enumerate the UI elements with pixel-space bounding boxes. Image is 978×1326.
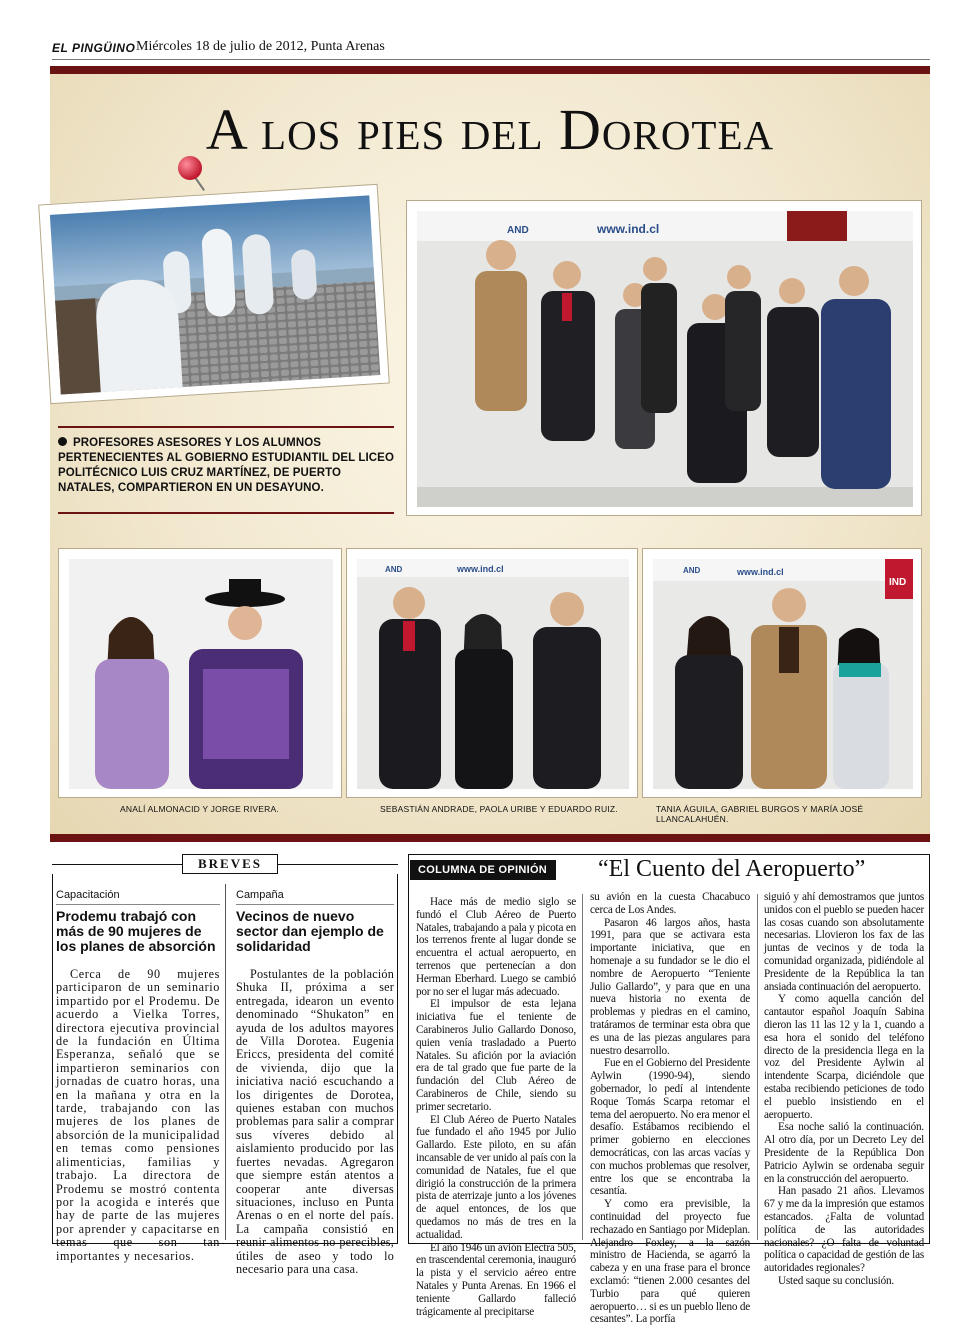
group-photo-image (417, 211, 913, 507)
opinion-paragraph: El impulsor de esta lejana iniciativa fue el teniente de Carabineros Julio Gallardo Donoso, quien venía trasladado a Puerto Natales. Su afición por la aviación era de tal grado que fue parte de la fundación del Club Aéreo de Carabineros de Chile, siendo su primer secretario. (416, 998, 576, 1113)
monument-hands-image (50, 195, 380, 394)
brief-title-vecinos: Vecinos de nuevo sector dan ejemplo de solidaridad (236, 908, 384, 954)
photo-url-text: www.ind.cl (457, 564, 504, 574)
opinion-column-3 (764, 891, 924, 1288)
opinion-paragraph: siguió y ahí demostramos que juntos unidos con el pueblo se pueden hacer las cosas cuando son absolutamente necesarias. Llovieron los fax de las juntas de vecinos y de toda la comunidad organizada, pidiéndole al Presidente de la República la tan ansiada continuación del aeropuerto. (764, 891, 924, 993)
opinion-paragraph: Esa noche salió la continuación. Al otro día, por un Decreto Ley del Presidente de la República Don Patricio Aylwin se ordenaba seguir en la construcción del aeropuerto. (764, 1121, 924, 1185)
bullet-icon (58, 437, 67, 446)
photo-logo-text: AND (507, 225, 529, 236)
caption-andrade-uribe-ruiz: SEBASTIÁN ANDRADE, PAOLA URIBE Y EDUARDO RUIZ. (380, 804, 618, 814)
opinion-paragraph: Y como era previsible, la continuidad del proyecto fue rechazado en Santiago por Mideplan. Alejandro Foxley, a la sazón ministro de Hacienda, se agarró la cabeza y en una frase para el bronce exclamó: “tienen 2.000 cesantes del Turbio para qué quieren aeropuerto… si es un pueblo lleno de cesantes”. La porfía (590, 1198, 750, 1326)
photo-aguila-burgos-llancalahuen (642, 548, 922, 798)
brief-body-vecinos (236, 968, 394, 1276)
kicker-rule (236, 904, 394, 905)
brief-paragraph: Postulantes de la población Shuka II, próxima a ser entregada, idearon un evento denominado “Shukaton” en ayuda de los adultos mayores de Villa Dorotea. Eugenia Ericcs, presidenta del comité de vivienda, dijo que la iniciativa nació escuchando a los dirigentes de Dorotea, quienes estaban con muchos problemas para salir a comprar sus víveres debido al aislamiento producido por las fuertes nevadas. Agregaron que siempre están atentos a cooperar ante diversas situaciones, incluso en Punta Arenas o en el norte del país. La campaña consistió en reunir alimentos no perecibles, útiles de aseo y todo lo necesario para una casa. (236, 967, 394, 1276)
brief-paragraph: Cerca de 90 mujeres participaron de un seminario impartido por el Prodemu. De acuerdo a Vielka Torres, directora ejecutiva provincial de la fundación en Última Esperanza, señaló que se impartieron seminarios con jornadas de cuatro horas, una en la mañana y otra en la tarde, trabajando con las mujeres de los planes de absorción de la municipalidad en temas como pensiones alimenticias, familias y trabajo. La directora de Prodemu se mostró contenta por la acogida e interés que hay de parte de las mujeres por aprender y capacitarse en temas que son tan importantes y necesarios. (56, 967, 220, 1263)
photo-almonacid-rivera (58, 548, 342, 798)
opinion-paragraph: Hace más de medio siglo se fundó el Club Aéreo de Puerto Natales, trabajando a pala y picota en los terrenos frente al lugar donde se encuentra el actual aeropuerto, en terrenos que pertenecían a don Herman Eberhard. Luego se cambió por no ser el lugar más adecuado. (416, 896, 576, 998)
opinion-paragraph: su avión en la cuesta Chacabuco cerca de Los Andes. (590, 891, 750, 916)
opinion-title: “El Cuento del Aeropuerto” (598, 856, 866, 882)
opinion-paragraph: Y como aquella canción del cantautor español Joaquín Sabina dieron las 11 las 12 y la 1, cuando a esa hora el sonido del teléfono directo de la presidencia llega en la voz del Presidente Aylwin al intendente Scarpa, diciéndole que estaba recibiendo peticiones de todo el pueblo insistiendo en el aeropuerto. (764, 993, 924, 1121)
photo-andrade-uribe-ruiz (346, 548, 638, 798)
monument-photo (38, 184, 390, 404)
feature-title: A los pies del Dorotea (205, 97, 775, 162)
photo-url-text: www.ind.cl (597, 222, 660, 236)
couple-photo-image (69, 559, 333, 789)
opinion-tag: COLUMNA DE OPINIÓN (410, 860, 556, 880)
trio-photo-2-image (653, 559, 913, 789)
opinion-column-2 (590, 891, 750, 1326)
opinion-column-divider (582, 894, 583, 1240)
opinion-paragraph: Usted saque su conclusión. (778, 1274, 894, 1287)
opinion-paragraph: El año 1946 un avión Electra 505, en trascendental ceremonia, inauguró la pista y el servicio aéreo entre Natales y Punta Arenas. En 1966 el teniente Gallardo falleció trágicamente al precipitarse (416, 1241, 576, 1318)
brief-kicker-campana: Campaña (236, 889, 284, 901)
opinion-paragraph: Pasaron 46 largos años, hasta 1991, para que se activara esta importante iniciativa, que en homenaje a su fundador se le dio el nombre de Aeropuerto “Teniente Julio Gallardo”, y para que en una nueva historia no exenta de problemas y piedras en el camino, tratáramos de terminar esta obra que es una de las piezas angulares para nuestro desarrollo. (590, 916, 750, 1057)
breves-column-divider (225, 884, 226, 1240)
main-photo-caption (58, 426, 394, 514)
push-pin-icon (178, 156, 202, 180)
opinion-column-divider (757, 894, 758, 1240)
brief-kicker-capacitacion: Capacitación (56, 889, 120, 901)
opinion-paragraph: Fue en el Gobierno del Presidente Aylwin (1990-94), siendo gobernador, lo pedí al intendente Roque Tomás Scarpa retomar el tema del aeropuerto. No era menor el desafío. Estábamos recibiendo el primer gobierno en elecciones democráticas, con las arcas vacías y con muchos problemas que resolver, entre los que se encontraba la cesantía. (590, 1057, 750, 1198)
issue-date: Miércoles 18 de julio de 2012, Punta Arenas (136, 39, 385, 54)
newspaper-brand: EL PINGÜINO (52, 41, 136, 55)
photo-sign-text: IND (889, 577, 907, 588)
opinion-paragraph: El Club Aéreo de Puerto Natales fue fundado el año 1945 por Julio Gallardo. Este piloto, en su afán incansable de ver unido al país con la comunidad de Natales, fue el que dirigió la construcción de la primera pista de aterrizaje junto a los jóvenes de aquel entonces, de los que quedamos no más de tres en la actualidad. (416, 1113, 576, 1241)
masthead (52, 38, 930, 60)
opinion-paragraph: Han pasado 21 años. Llevamos 67 y me da la impresión que estamos estancados. ¿Falta de voluntad política de las autoridades nacionales? ¿O falta de voluntad política o capacidad de gestión de las autoridades regionales? (764, 1185, 924, 1275)
photo-logo-text: AND (683, 566, 701, 575)
feature-banner (50, 66, 930, 842)
brief-body-prodemu (56, 968, 220, 1263)
caption-almonacid-rivera: ANALÍ ALMONACID Y JORGE RIVERA. (120, 804, 279, 814)
kicker-rule (56, 904, 220, 905)
trio-photo-image (357, 559, 629, 789)
breves-header: BREVES (182, 854, 278, 874)
photo-logo-text: AND (385, 565, 403, 574)
brief-title-prodemu: Prodemu trabajó con más de 90 mujeres de los planes de absorción (56, 908, 216, 954)
caption-aguila-burgos-llancalahuen: TANIA ÁGUILA, GABRIEL BURGOS Y MARÍA JOSÉ LLANCALAHUÉN. (656, 804, 864, 824)
main-caption-text: PROFESORES ASESORES Y LOS ALUMNOS PERTENECIENTES AL GOBIERNO ESTUDIANTIL DEL LICEO POLITÉCNICO LUIS CRUZ MARTÍNEZ, DE PUERTO NATALES, COMPARTIERON EN UN DESAYUNO. (58, 437, 394, 494)
opinion-column-1 (416, 896, 576, 1318)
photo-url-text: www.ind.cl (737, 567, 784, 577)
group-photo-main (406, 200, 922, 516)
